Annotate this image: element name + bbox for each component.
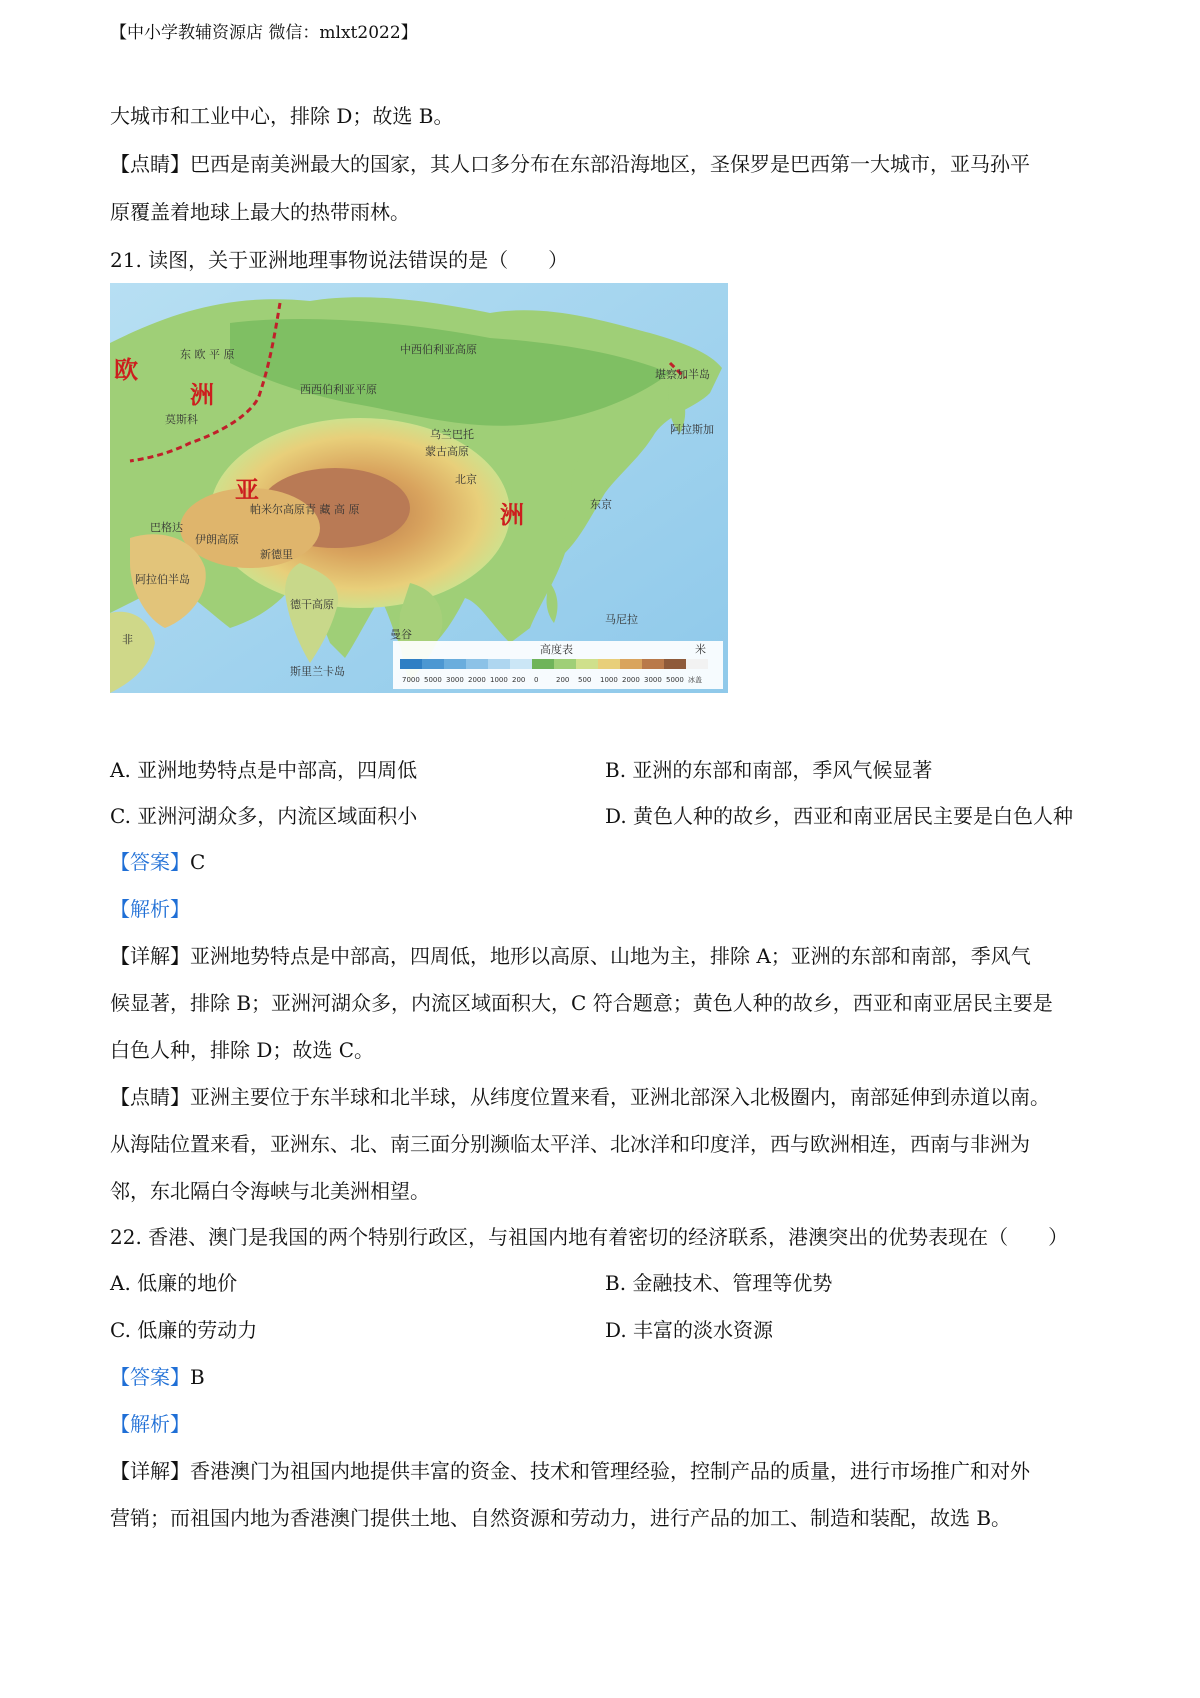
q21-option-c[interactable]: C. 亚洲河湖众多，内流区域面积小 (110, 804, 418, 828)
legend-unit: 米 (695, 643, 706, 656)
map-label-beijing: 北京 (455, 473, 477, 486)
map-label-kamchatka: 堪察加半岛 (655, 368, 710, 381)
map-label-asia-2: 洲 (500, 501, 524, 529)
q22-detail-line-2: 营销；而祖国内地为香港澳门提供土地、自然资源和劳动力，进行产品的加工、制造和装配，故选 B。 (110, 1506, 1012, 1530)
legend-swatch (598, 659, 620, 669)
q22-answer: 【答案】B (110, 1365, 205, 1389)
map-label-iran: 伊朗高原 (195, 533, 239, 546)
prev-answer-line: 大城市和工业中心，排除 D；故选 B。 (110, 104, 454, 128)
legend-tick-label: 5000 (666, 676, 684, 684)
map-label-colombo: 斯里兰卡岛 (290, 665, 345, 678)
q21-detail-line-1: 【详解】亚洲地势特点是中部高，四周低，地形以高原、山地为主，排除 A；亚洲的东部和南部，季风气 (110, 944, 1031, 968)
legend-tick-label: 3000 (644, 676, 662, 684)
tip-tag: 【点睛】 (110, 152, 190, 176)
prev-tip-line-1: 【点睛】巴西是南美洲最大的国家，其人口多分布在东部沿海地区，圣保罗是巴西第一大城市，亚马孙平 (110, 152, 1030, 176)
q21-option-a[interactable]: A. 亚洲地势特点是中部高，四周低 (110, 758, 418, 782)
map-label-moscow: 莫斯科 (165, 413, 198, 426)
source-note: 【中小学教辅资源店 微信：mlxt2022】 (110, 23, 418, 43)
map-label-tokyo: 东京 (590, 498, 612, 511)
legend-title: 高度表 (540, 643, 573, 656)
map-label-pamir: 帕米尔高原 (250, 503, 305, 516)
detail-tag: 【详解】 (110, 1459, 190, 1483)
q21-answer: 【答案】C (110, 850, 206, 874)
q21-analysis-tag: 【解析】 (110, 897, 190, 921)
q22-analysis-tag: 【解析】 (110, 1412, 190, 1436)
q22-stem: 22. 香港、澳门是我国的两个特别行政区，与祖国内地有着密切的经济联系，港澳突出的优势表现在（ ） (110, 1225, 1069, 1249)
legend-tick-label: 500 (578, 676, 592, 684)
legend-swatch (532, 659, 554, 669)
map-label-europe-1: 欧 (114, 356, 138, 384)
legend-tick-label: 200 (556, 676, 570, 684)
legend-swatch (488, 659, 510, 669)
map-label-east-eu-plain: 东 欧 平 原 (180, 348, 235, 361)
legend-swatch (620, 659, 642, 669)
map-label-c-siberia: 中西伯利亚高原 (400, 343, 477, 356)
map-label-manila: 马尼拉 (605, 613, 638, 626)
legend-tick-label: 冰盖 (688, 676, 702, 684)
map-label-deccan: 德干高原 (290, 598, 334, 611)
map-label-mongol-plateau: 蒙古高原 (425, 445, 469, 458)
map-label-asia-1: 亚 (235, 476, 259, 504)
map-label-arabia: 阿拉伯半岛 (135, 573, 190, 586)
q21-stem: 21. 读图，关于亚洲地理事物说法错误的是（ ） (110, 248, 569, 272)
legend-swatch (444, 659, 466, 669)
legend-swatch (422, 659, 444, 669)
map-label-delhi: 新德里 (260, 548, 293, 561)
q22-option-a[interactable]: A. 低廉的地价 (110, 1271, 238, 1295)
map-label-baghdad: 巴格达 (150, 521, 183, 534)
q21-detail-line-3: 白色人种，排除 D；故选 C。 (110, 1038, 375, 1062)
answer-tag: 【答案】 (110, 1365, 190, 1389)
q21-option-d[interactable]: D. 黄色人种的故乡，西亚和南亚居民主要是白色人种 (605, 804, 1074, 828)
tip-tag: 【点睛】 (110, 1085, 190, 1109)
legend-tick-label: 1000 (490, 676, 508, 684)
legend-tick-label: 2000 (468, 676, 486, 684)
map-label-africa: 非 (122, 633, 133, 646)
legend-tick-label: 7000 (402, 676, 420, 684)
legend-swatch (686, 659, 708, 669)
map-label-alaska: 阿拉斯加 (670, 423, 714, 436)
map-label-europe-2: 洲 (190, 381, 214, 409)
q22-option-b[interactable]: B. 金融技术、管理等优势 (605, 1271, 833, 1295)
q21-option-b[interactable]: B. 亚洲的东部和南部，季风气候显著 (605, 758, 933, 782)
legend-tick-label: 2000 (622, 676, 640, 684)
legend-swatch (554, 659, 576, 669)
detail-tag: 【详解】 (110, 944, 190, 968)
legend-tick-label: 3000 (446, 676, 464, 684)
map-label-mongolia: 乌兰巴托 (430, 428, 474, 441)
q22-option-c[interactable]: C. 低廉的劳动力 (110, 1318, 258, 1342)
legend-swatch (642, 659, 664, 669)
legend-swatch (664, 659, 686, 669)
q21-tip-line-3: 邻，东北隔白令海峡与北美洲相望。 (110, 1179, 430, 1203)
legend-swatch (510, 659, 532, 669)
legend-tick-label: 200 (512, 676, 526, 684)
prev-tip-line-2: 原覆盖着地球上最大的热带雨林。 (110, 200, 410, 224)
q21-tip-line-1: 【点睛】亚洲主要位于东半球和北半球，从纬度位置来看，亚洲北部深入北极圈内，南部延伸到赤道以南。 (110, 1085, 1050, 1109)
q22-detail-line-1: 【详解】香港澳门为祖国内地提供丰富的资金、技术和管理经验，控制产品的质量，进行市场推广和对外 (110, 1459, 1030, 1483)
answer-tag: 【答案】 (110, 850, 190, 874)
legend-tick-label: 0 (534, 676, 539, 684)
legend-swatch (400, 659, 422, 669)
map-label-tibet: 青 藏 高 原 (305, 503, 360, 516)
map-label-w-siberia: 西西伯利亚平原 (300, 383, 377, 396)
legend-tick-label: 1000 (600, 676, 618, 684)
q22-option-d[interactable]: D. 丰富的淡水资源 (605, 1318, 774, 1342)
legend-swatch (466, 659, 488, 669)
map-label-bangkok: 曼谷 (390, 628, 412, 641)
legend-swatch (576, 659, 598, 669)
legend-tick-label: 5000 (424, 676, 442, 684)
q21-tip-line-2: 从海陆位置来看，亚洲东、北、南三面分别濒临太平洋、北冰洋和印度洋，西与欧洲相连，西南与非洲为 (110, 1132, 1030, 1156)
q21-detail-line-2: 候显著，排除 B；亚洲河湖众多，内流区域面积大，C 符合题意；黄色人种的故乡，西亚和南亚居民主要是 (110, 991, 1053, 1015)
asia-physical-map (110, 283, 728, 693)
